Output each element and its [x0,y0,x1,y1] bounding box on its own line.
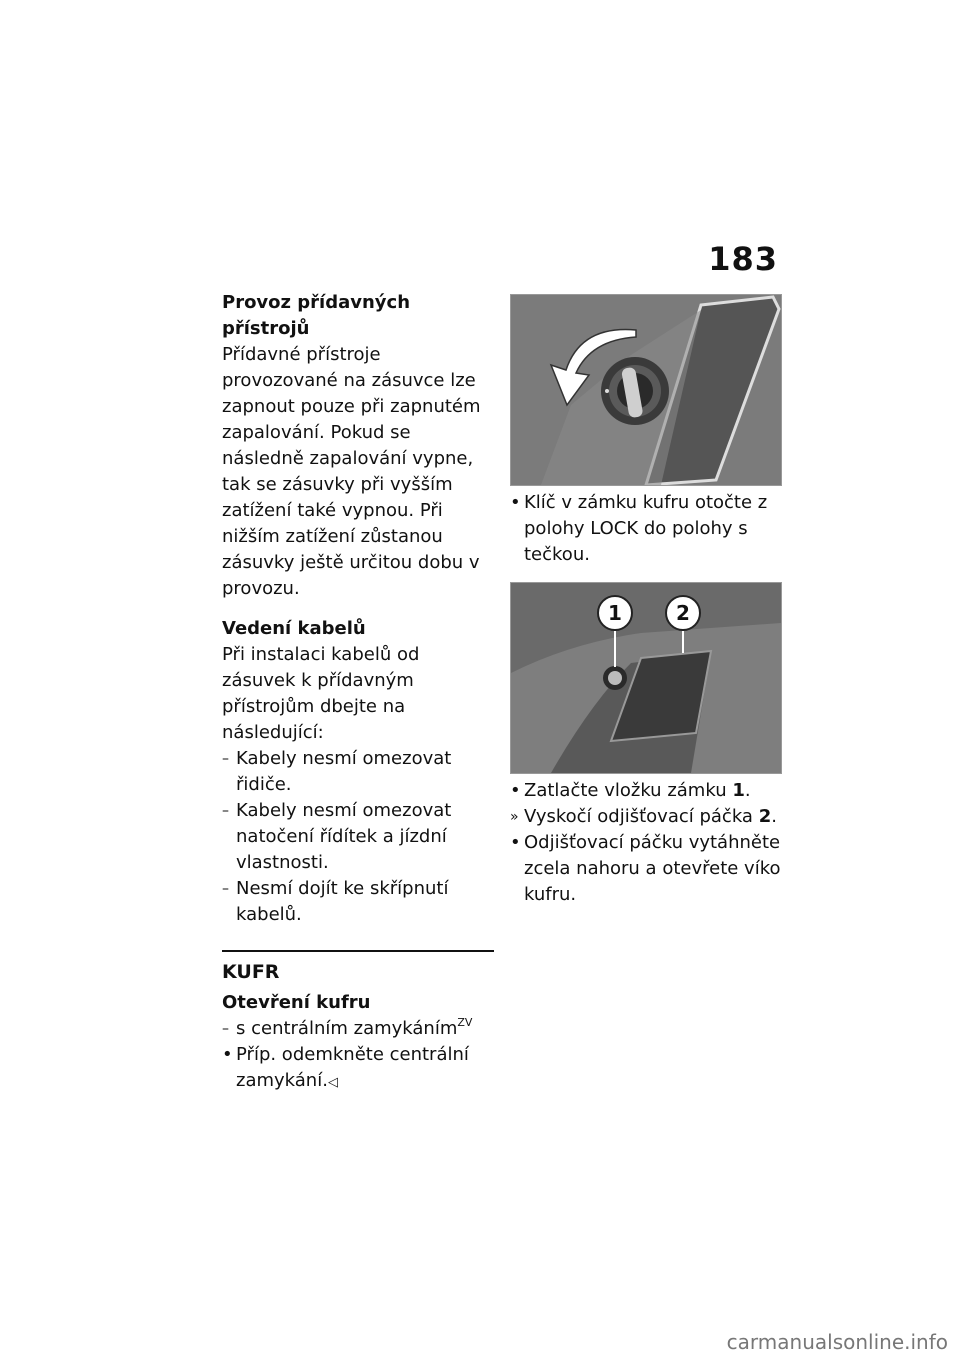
step-turn-key: • Klíč v zámku kufru otočte z polohy LOCK do polohy s tečkou. [510,490,782,568]
lock-lever-illustration [511,583,781,773]
step-text: Příp. odemkněte centrální zamykání. [236,1044,469,1091]
right-column [510,294,782,908]
condition-superscript: ZV [457,1016,473,1029]
page-number: 183 [708,240,778,278]
ref-lock: 1 [732,780,745,801]
ref-lever: 2 [758,806,772,827]
section-heading-accessories: Provoz přídavných přístrojů [222,292,411,339]
result-text: Vyskočí odjišťovací páčka [524,806,759,827]
cable-rule-item: – Kabely nesmí omezovat řidiče. [222,746,494,798]
cable-rule-item: – Nesmí dojít ke skřípnutí kabelů. [222,876,494,928]
watermark: carmanualsonline.info [726,1330,948,1354]
step-item [222,1042,494,1096]
cables-paragraph: Při instalaci kabelů od zásuvek k přídavným přístrojům dbejte na následující: [222,644,420,743]
result-end: . [771,806,777,827]
step-press-lock [510,778,782,804]
result-lever-pops [510,804,782,830]
condition-item [222,1016,494,1042]
step-press-lock-end: . [744,780,751,801]
key-lock-illustration [511,295,781,485]
left-column [222,290,494,1096]
step-press-lock-text: Zatlačte vložku zámku [524,780,733,801]
condition-text: s centrálním zamykáním [236,1018,458,1039]
figure-key-lock [510,294,782,486]
callout-1: 1 [608,601,622,625]
subheading-open-case: Otevření kufru [222,992,371,1013]
chapter-title: KUFR [222,961,280,983]
end-mark-icon: ◁ [327,1075,338,1090]
figure-lock-lever [510,582,782,774]
accessories-paragraph: Přídavné přístroje provozované na zásuvce lze zapnout pouze při zapnutém zapalování. Pokud se následně zapalování vypne, tak se zásuvky při vyšším zatížení také vypnou. Při nižším zatížení zůstanou zásuvky ještě určitou dobu v provozu. [222,344,481,599]
cable-rule-item: – Kabely nesmí omezovat natočení řídítek a jízdní vlastnosti. [222,798,494,876]
callout-2: 2 [676,601,690,625]
section-heading-cables: Vedení kabelů [222,618,366,639]
step-pull-lever: • Odjišťovací páčku vytáhněte zcela nahoru a otevřete víko kufru. [510,830,782,908]
chapter-divider [222,950,494,952]
